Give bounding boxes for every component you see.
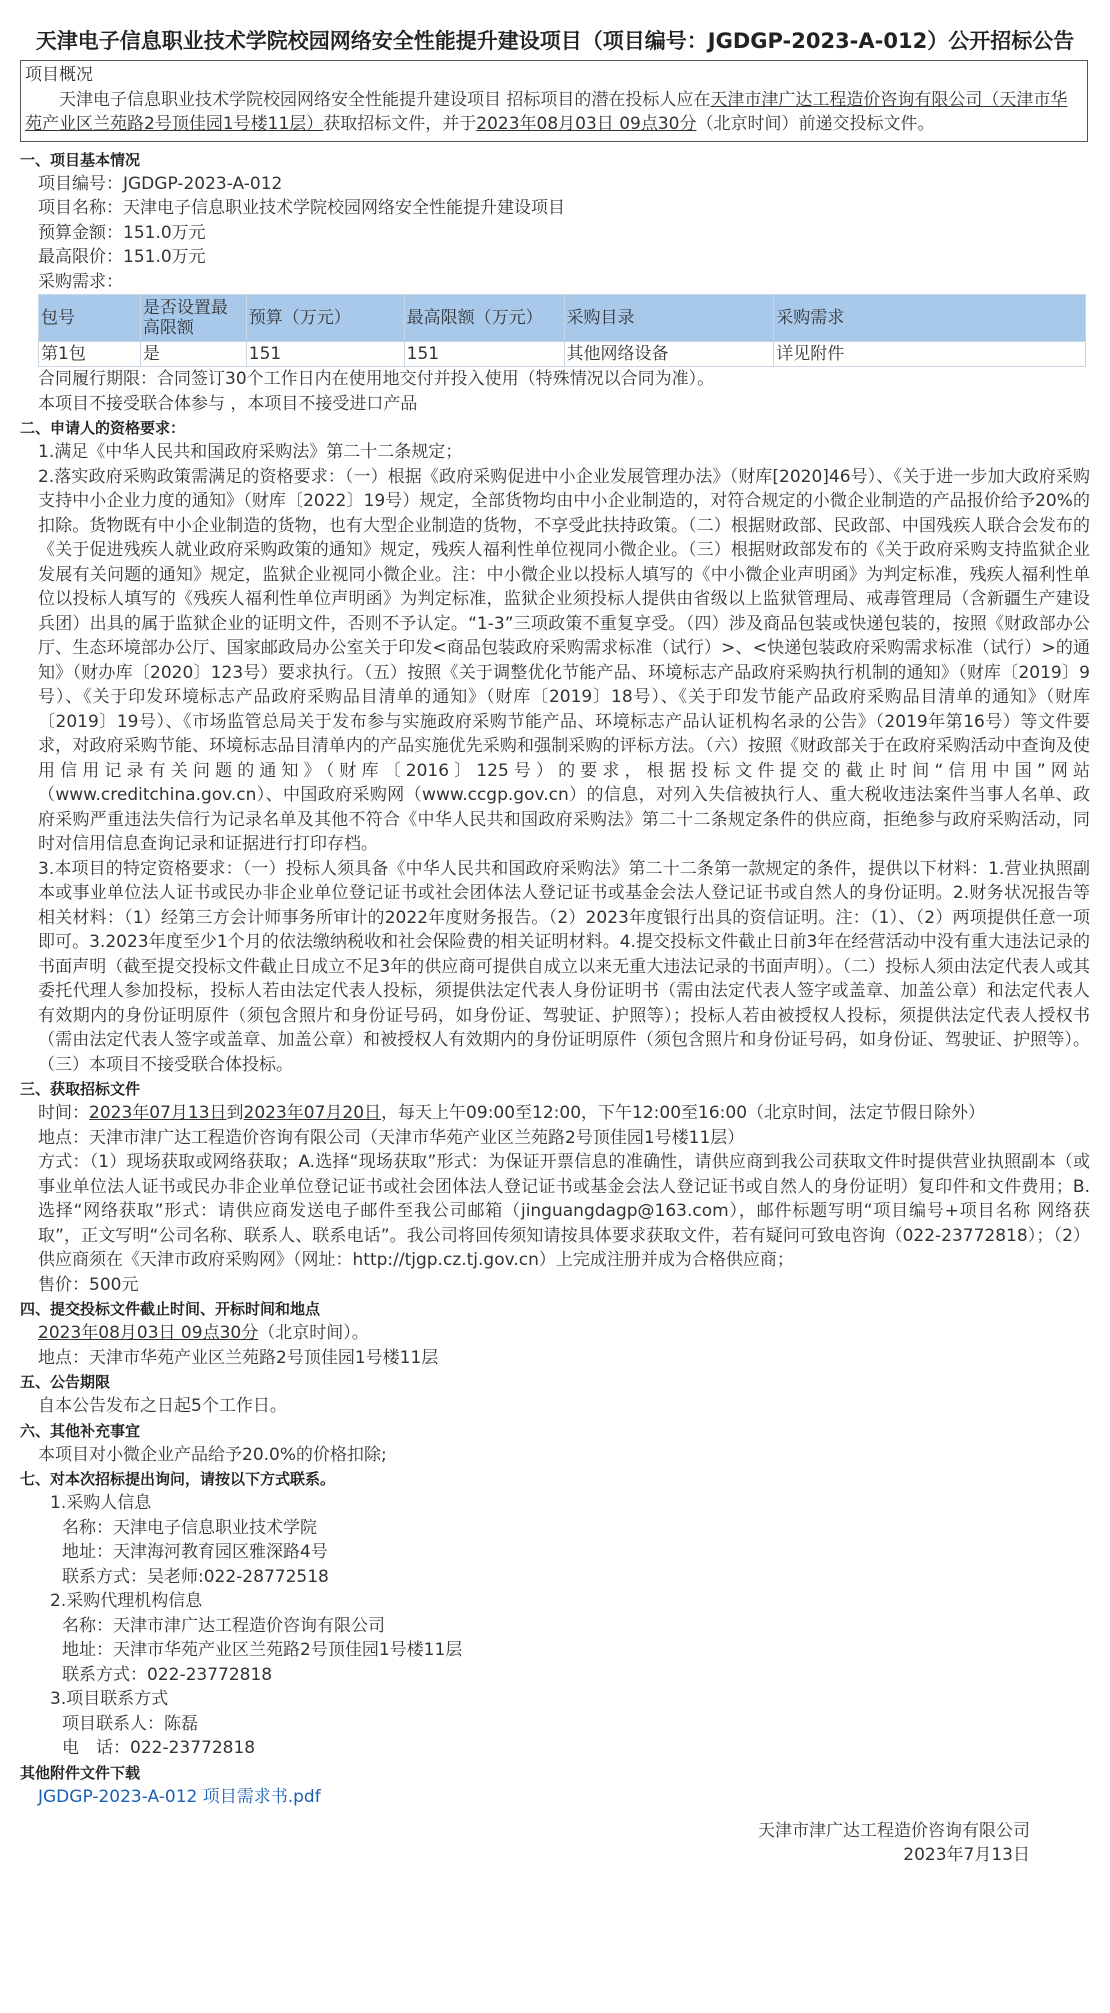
submission-place: 地点：天津市华苑产业区兰苑路2号顶佳园1号楼11层: [38, 1347, 439, 1368]
table-row: [39, 342, 1086, 367]
purchaser-address: 地址：天津海河教育园区雅深路4号: [62, 1542, 328, 1562]
table-cell: 详见附件: [774, 342, 1086, 367]
obtain-time-prefix: 时间：: [38, 1103, 89, 1123]
project-code: 项目编号：JGDGP-2023-A-012: [38, 173, 283, 194]
overview-deadline: 2023年08月03日 09点30分: [476, 114, 697, 134]
submission-deadline-suffix: （北京时间）。: [258, 1323, 369, 1343]
submission-deadline: [20, 1321, 1090, 1346]
section-3-heading: 三、获取招标文件: [20, 1080, 141, 1098]
procurement-needs-label: 采购需求：: [38, 271, 123, 292]
signature-block: [20, 1819, 1090, 1867]
overview-box: [20, 60, 1088, 142]
signature-date: 2023年7月13日: [903, 1845, 1030, 1865]
section-5-heading: 五、公告期限: [20, 1373, 111, 1391]
overview-text-3: （北京时间）前递交投标文件。: [696, 114, 935, 134]
budget-amount: 预算金额：151.0万元: [38, 222, 206, 243]
submission-deadline-value: 2023年08月03日 09点30分: [38, 1323, 259, 1343]
table-cell: 第1包: [39, 342, 141, 367]
table-header-row: [39, 295, 1086, 342]
contact-person: 项目联系人：陈磊: [62, 1713, 198, 1734]
obtain-time-start: 2023年07月13日: [89, 1103, 227, 1123]
section-4-heading: 四、提交投标文件截止时间、开标时间和地点: [20, 1300, 321, 1318]
section-7-heading: 七、对本次招标提出询问，请按以下方式联系。: [20, 1470, 336, 1488]
table-header: 最高限额（万元）: [404, 295, 564, 342]
table-header: 包号: [39, 295, 141, 342]
table-header: 是否设置最高限额: [140, 295, 246, 342]
obtain-place: 地点：天津市津广达工程造价咨询有限公司（天津市华苑产业区兰苑路2号顶佳园1号楼11层）: [38, 1127, 745, 1148]
max-price: 最高限价：151.0万元: [38, 247, 206, 267]
section-1-heading: 一、项目基本情况: [20, 150, 141, 169]
contract-period: 合同履行期限：合同签订30个工作日内在使用地交付并投入使用（特殊情况以合同为准）。: [38, 369, 715, 389]
overview-text: [25, 88, 1081, 137]
obtain-time: [20, 1101, 1090, 1126]
qualification-3: 3.本项目的特定资格要求：（一）投标人须具备《中华人民共和国政府采购法》第二十二条第一款规定的条件，提供以下材料：1.营业执照副本或事业单位法人证书或民办非企业单位登记证书或社会团体法人登记证书或基金会法人登记证书或自然人的身份证明。2.财务状况报告等相关材料：（1）经第三方会计师事务所审计的2022年度财务报告。（2）2023年度银行出具的资信证明。注：（1）、（2）两项提供任意一项即可。3.2023年度至少1个月的依法缴纳税收和社会保险费的相关证明材料。4.提交投标文件截止日前3年在经营活动中没有重大违法记录的书面声明（截至提交投标文件截止日成立不足3年的供应商可提供自成立以来无重大违法记录的书面声明）。（二）投标人须由法定代表人或其委托代理人参加投标，投标人若由法定代表人投标，须提供法定代表人身份证明书（需由法定代表人签字或盖章、加盖公章）和法定代表人有效期内的身份证明原件（须包含照片和身份证号码，如身份证、驾驶证、护照等）；投标人若由被授权人投标，须提供法定代表人授权书（需由法定代表人签字或盖章、加盖公章）和被授权人有效期内的身份证明原件（须包含照片和身份证号码，如身份证、驾驶证、护照等）。（三）本项目不接受联合体投标。: [38, 858, 1090, 1075]
table-cell: 其他网络设备: [564, 342, 774, 367]
table-header: 采购需求: [774, 295, 1086, 342]
announcement-period: 自本公告发布之日起5个工作日。: [38, 1396, 287, 1416]
overview-agency: 天津市津广达工程造价咨询有限公司（天津市华苑产业区兰苑路2号顶佳园1号楼11层）: [25, 89, 1068, 134]
agency-name: 名称：天津市津广达工程造价咨询有限公司: [62, 1615, 385, 1636]
overview-text-2: 获取招标文件，并于: [323, 114, 477, 134]
obtain-time-end: 2023年07月20日: [243, 1103, 382, 1123]
attachments-heading: 其他附件文件下载: [20, 1763, 141, 1782]
contact-phone: 电 话：022-23772818: [62, 1738, 256, 1758]
table-cell: 151: [246, 342, 404, 367]
table-header: 预算（万元）: [246, 295, 404, 342]
attachment-link[interactable]: JGDGP-2023-A-012 项目需求书.pdf: [38, 1786, 321, 1807]
project-name: 项目名称：天津电子信息职业技术学院校园网络安全性能提升建设项目: [38, 198, 565, 218]
agency-contact: 联系方式：022-23772818: [62, 1664, 273, 1685]
table-cell: 151: [404, 342, 564, 367]
agency-address: 地址：天津市华苑产业区兰苑路2号顶佳园1号楼11层: [62, 1640, 463, 1660]
supplementary-note: 本项目对小微企业产品给予20.0%的价格扣除;: [38, 1444, 387, 1465]
purchaser-contact: 联系方式：吴老师:022-28772518: [62, 1566, 329, 1587]
obtain-time-rest: ，每天上午09:00至12:00，下午12:00至16:00（北京时间，法定节假日除外）: [381, 1103, 986, 1123]
page-title: 天津电子信息职业技术学院校园网络安全性能提升建设项目（项目编号：JGDGP-2023-A-012）公开招标公告: [35, 29, 1075, 53]
signature-org: 天津市津广达工程造价咨询有限公司: [758, 1821, 1030, 1841]
purchaser-name: 名称：天津电子信息职业技术学院: [62, 1517, 317, 1538]
overview-text-1: 天津电子信息职业技术学院校园网络安全性能提升建设项目 招标项目的潜在投标人应在: [59, 89, 711, 110]
contact-heading: 3.项目联系方式: [50, 1689, 169, 1709]
agency-heading: 2.采购代理机构信息: [50, 1591, 203, 1611]
table-header: 采购目录: [564, 295, 774, 342]
purchaser-heading: 1.采购人信息: [50, 1493, 152, 1513]
qualification-2: 2.落实政府采购政策需满足的资格要求：（一）根据《政府采购促进中小企业发展管理办法》（财库[2020]46号）、《关于进一步加大政府采购支持中小企业力度的通知》（财库〔2022〕19号）规定，全部货物均由中小企业制造的，对符合规定的小微企业制造的产品报价给予20%的扣除。货物既有中小企业制造的货物，也有大型企业制造的货物，不享受此扶持政策。（二）根据财政部、民政部、中国残疾人联合会发布的《关于促进残疾人就业政府采购政策的通知》规定，残疾人福利性单位视同小微企业。（三）根据财政部发布的《关于政府采购支持监狱企业发展有关问题的通知》规定，监狱企业视同小微企业。注：中小微企业以投标人填写的《中小微企业声明函》为判定标准，残疾人福利性单位以投标人填写的《残疾人福利性单位声明函》为判定标准，监狱企业须投标人提供由省级以上监狱管理局、戒毒管理局（含新疆生产建设兵团）出具的属于监狱企业的证明文件，否则不予认定。“1-3”三项政策不重复享受。（四）涉及商品包装或快递包装的，按照《财政部办公厅、生态环境部办公厅、国家邮政局办公室关于印发<商品包装政府采购需求标准（试行）>、<快递包装政府采购需求标准（试行）>的通知》（财办库〔2020〕123号）要求执行。（五）按照《关于调整优化节能产品、环境标志产品政府采购执行机制的通知》（财库〔2019〕9号）、《关于印发环境标志产品政府采购品目清单的通知》（财库〔2019〕18号）、《关于印发节能产品政府采购品目清单的通知》（财库〔2019〕19号）、《市场监管总局关于发布参与实施政府采购节能产品、环境标志产品认证机构名录的公告》（2019年第16号）等文件要求，对政府采购节能、环境标志品目清单内的产品实施优先采购和强制采购的评标方法。（六）按照《财政部关于在政府采购活动中查询及使用信用记录有关问题的通知》（财库〔2016〕125号）的要求，根据投标文件提交的截止时间“信用中国”网站（www.creditchina.gov.cn）、中国政府采购网（www.ccgp.gov.cn）的信息，对列入失信被执行人、重大税收违法案件当事人名单、政府采购严重违法失信行为记录名单及其他不符合《中华人民共和国政府采购法》第二十二条规定条件的供应商，拒绝参与政府采购活动，同时对信用信息查询记录和证据进行打印存档。: [38, 466, 1090, 854]
procurement-table: [38, 294, 1086, 367]
obtain-time-to: 到: [226, 1103, 244, 1123]
obtain-method: 方式：（1）现场获取或网络获取；A.选择“现场获取”形式：为保证开票信息的准确性，请供应商到我公司获取文件时提供营业执照副本（或事业单位法人证书或民办非企业单位登记证书或社会团体法人登记证书或基金会法人登记证书或自然人的身份证明）复印件和文件费用；B.选择“网络获取”形式：请供应商发送电子邮件至我公司邮箱（jinguangdagp@163.com），邮件标题写明“项目编号+项目名称 网络获取”，正文写明“公司名称、联系人、联系电话”。我公司将回传须知请按具体要求获取文件，若有疑问可致电咨询（022-23772818）；（2）供应商须在《天津市政府采购网》（网址：http://tjgp.cz.tj.gov.cn）上完成注册并成为合格供应商；: [38, 1152, 1090, 1270]
section-6-heading: 六、其他补充事宜: [20, 1421, 141, 1440]
qualification-1: 1.满足《中华人民共和国政府采购法》第二十二条规定；: [38, 442, 463, 462]
consortium-note: 本项目不接受联合体参与 ，本项目不接受进口产品: [38, 393, 418, 414]
section-2-heading: 二、申请人的资格要求：: [20, 419, 186, 437]
obtain-price: 售价：500元: [38, 1274, 139, 1295]
table-cell: 是: [140, 342, 246, 367]
attachment-item: [20, 1785, 1090, 1810]
overview-heading: 项目概况: [25, 65, 93, 85]
